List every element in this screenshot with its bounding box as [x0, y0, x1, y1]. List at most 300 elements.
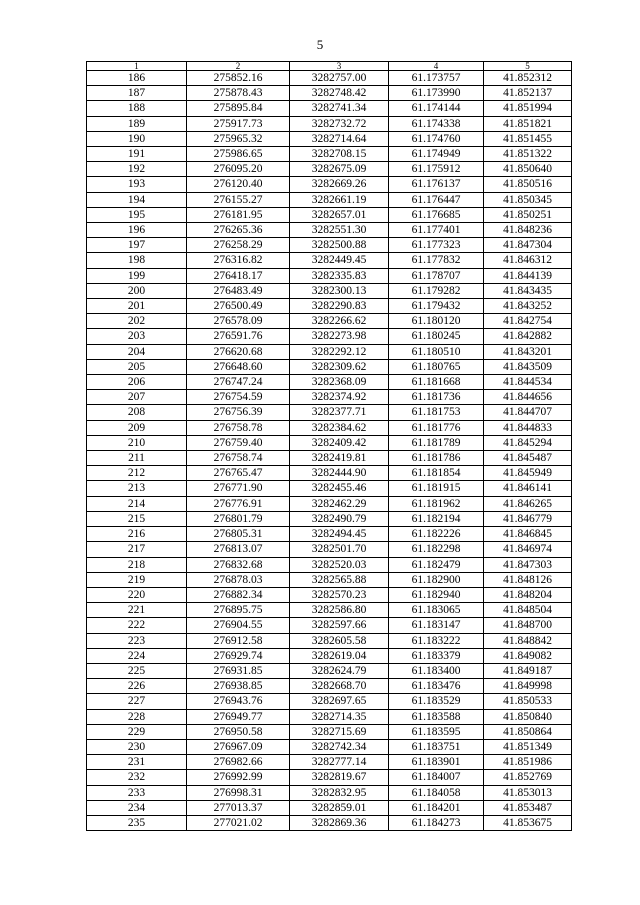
table-cell-col-2: 276095.20	[187, 162, 290, 177]
table-header-row	[87, 62, 572, 71]
table-cell-col-3: 3282619.04	[290, 648, 389, 663]
table-cell-col-2: 276758.74	[187, 451, 290, 466]
table-cell-col-2: 275895.84	[187, 101, 290, 116]
table-cell-col-4: 61.176447	[389, 192, 484, 207]
table-cell-col-1: 193	[87, 177, 187, 192]
table-cell-col-1: 200	[87, 283, 187, 298]
table-cell-col-1: 231	[87, 755, 187, 770]
table-cell-col-1: 211	[87, 451, 187, 466]
table-cell-col-5: 41.851349	[484, 739, 572, 754]
table-row	[87, 603, 572, 618]
table-cell-col-3: 3282374.92	[290, 390, 389, 405]
table-cell-col-3: 3282455.46	[290, 481, 389, 496]
table-cell-col-4: 61.182226	[389, 527, 484, 542]
table-row	[87, 648, 572, 663]
table-cell-col-4: 61.181789	[389, 435, 484, 450]
table-cell-col-3: 3282586.80	[290, 603, 389, 618]
table-cell-col-1: 219	[87, 572, 187, 587]
table-cell-col-1: 218	[87, 557, 187, 572]
table-cell-col-5: 41.844139	[484, 268, 572, 283]
table-cell-col-4: 61.181776	[389, 420, 484, 435]
table-cell-col-4: 61.176685	[389, 207, 484, 222]
table-cell-col-2: 275852.16	[187, 71, 290, 86]
table-cell-col-2: 276776.91	[187, 496, 290, 511]
table-cell-col-5: 41.853487	[484, 800, 572, 815]
table-cell-col-1: 220	[87, 587, 187, 602]
table-cell-col-1: 210	[87, 435, 187, 450]
table-cell-col-4: 61.177323	[389, 238, 484, 253]
table-cell-col-4: 61.173757	[389, 71, 484, 86]
table-row	[87, 557, 572, 572]
table-cell-col-5: 41.845294	[484, 435, 572, 450]
table-cell-col-5: 41.846779	[484, 511, 572, 526]
table-cell-col-3: 3282757.00	[290, 71, 389, 86]
table-row	[87, 314, 572, 329]
table-cell-col-4: 61.181854	[389, 466, 484, 481]
table-row	[87, 299, 572, 314]
table-cell-col-4: 61.183529	[389, 694, 484, 709]
table-cell-col-3: 3282290.83	[290, 299, 389, 314]
table-cell-col-4: 61.181736	[389, 390, 484, 405]
table-cell-col-3: 3282657.01	[290, 207, 389, 222]
table-cell-col-1: 216	[87, 527, 187, 542]
table-cell-col-5: 41.850840	[484, 709, 572, 724]
table-cell-col-5: 41.850533	[484, 694, 572, 709]
table-cell-col-4: 61.173990	[389, 86, 484, 101]
table-cell-col-2: 276620.68	[187, 344, 290, 359]
table-cell-col-2: 276648.60	[187, 359, 290, 374]
table-cell-col-2: 276931.85	[187, 663, 290, 678]
table-row	[87, 633, 572, 648]
table-cell-col-2: 276120.40	[187, 177, 290, 192]
table-row	[87, 496, 572, 511]
table-cell-col-5: 41.851455	[484, 131, 572, 146]
table-cell-col-4: 61.184201	[389, 800, 484, 815]
table-cell-col-5: 41.848204	[484, 587, 572, 602]
table-cell-col-2: 276895.75	[187, 603, 290, 618]
table-cell-col-5: 41.842754	[484, 314, 572, 329]
table-cell-col-5: 41.846974	[484, 542, 572, 557]
table-cell-col-3: 3282714.35	[290, 709, 389, 724]
table-row	[87, 785, 572, 800]
table-cell-col-1: 208	[87, 405, 187, 420]
table-cell-col-5: 41.843201	[484, 344, 572, 359]
table-cell-col-4: 61.183595	[389, 724, 484, 739]
table-cell-col-5: 41.850516	[484, 177, 572, 192]
table-cell-col-5: 41.852769	[484, 770, 572, 785]
table-row	[87, 755, 572, 770]
table-cell-col-2: 276500.49	[187, 299, 290, 314]
table-row	[87, 375, 572, 390]
table-cell-col-5: 41.851986	[484, 755, 572, 770]
table-cell-col-5: 41.847303	[484, 557, 572, 572]
column-header-1: 1	[87, 62, 187, 71]
table-cell-col-5: 41.848700	[484, 618, 572, 633]
table-cell-col-1: 204	[87, 344, 187, 359]
table-cell-col-5: 41.846845	[484, 527, 572, 542]
table-cell-col-1: 198	[87, 253, 187, 268]
table-cell-col-2: 276912.58	[187, 633, 290, 648]
table-cell-col-2: 276998.31	[187, 785, 290, 800]
table-cell-col-3: 3282715.69	[290, 724, 389, 739]
table-cell-col-4: 61.183379	[389, 648, 484, 663]
table-cell-col-4: 61.174144	[389, 101, 484, 116]
table-cell-col-1: 191	[87, 147, 187, 162]
table-cell-col-5: 41.850251	[484, 207, 572, 222]
table-cell-col-1: 190	[87, 131, 187, 146]
table-cell-col-1: 232	[87, 770, 187, 785]
table-cell-col-5: 41.844833	[484, 420, 572, 435]
table-cell-col-2: 276805.31	[187, 527, 290, 542]
table-cell-col-5: 41.846141	[484, 481, 572, 496]
table-cell-col-4: 61.184273	[389, 815, 484, 830]
table-row	[87, 527, 572, 542]
table-cell-col-5: 41.850640	[484, 162, 572, 177]
table-cell-col-2: 276938.85	[187, 679, 290, 694]
table-cell-col-1: 186	[87, 71, 187, 86]
table-cell-col-1: 203	[87, 329, 187, 344]
table-cell-col-5: 41.848236	[484, 223, 572, 238]
table-cell-col-3: 3282266.62	[290, 314, 389, 329]
table-cell-col-1: 235	[87, 815, 187, 830]
table-cell-col-5: 41.849998	[484, 679, 572, 694]
table-cell-col-4: 61.183065	[389, 603, 484, 618]
table-cell-col-5: 41.853675	[484, 815, 572, 830]
table-cell-col-5: 41.845949	[484, 466, 572, 481]
table-cell-col-2: 276759.40	[187, 435, 290, 450]
table-cell-col-2: 275917.73	[187, 116, 290, 131]
table-cell-col-1: 217	[87, 542, 187, 557]
table-cell-col-3: 3282368.09	[290, 375, 389, 390]
table-cell-col-5: 41.844707	[484, 405, 572, 420]
table-cell-col-1: 192	[87, 162, 187, 177]
table-cell-col-3: 3282748.42	[290, 86, 389, 101]
table-cell-col-3: 3282624.79	[290, 663, 389, 678]
table-row	[87, 86, 572, 101]
table-cell-col-2: 276832.68	[187, 557, 290, 572]
table-cell-col-3: 3282675.09	[290, 162, 389, 177]
table-cell-col-1: 195	[87, 207, 187, 222]
table-row	[87, 815, 572, 830]
table-row	[87, 405, 572, 420]
table-row	[87, 420, 572, 435]
table-row	[87, 207, 572, 222]
table-row	[87, 223, 572, 238]
table-row	[87, 466, 572, 481]
table-cell-col-4: 61.183588	[389, 709, 484, 724]
table-cell-col-5: 41.843435	[484, 283, 572, 298]
table-cell-col-5: 41.849082	[484, 648, 572, 663]
table-cell-col-4: 61.176137	[389, 177, 484, 192]
table-cell-col-1: 197	[87, 238, 187, 253]
table-cell-col-2: 276801.79	[187, 511, 290, 526]
table-cell-col-5: 41.850864	[484, 724, 572, 739]
table-row	[87, 147, 572, 162]
table-row	[87, 800, 572, 815]
table-row	[87, 238, 572, 253]
table-cell-col-3: 3282669.26	[290, 177, 389, 192]
table-cell-col-2: 277013.37	[187, 800, 290, 815]
table-row	[87, 481, 572, 496]
table-cell-col-4: 61.181786	[389, 451, 484, 466]
table-cell-col-3: 3282462.29	[290, 496, 389, 511]
table-cell-col-4: 61.184007	[389, 770, 484, 785]
table-cell-col-4: 61.183476	[389, 679, 484, 694]
table-cell-col-4: 61.183400	[389, 663, 484, 678]
table-row	[87, 253, 572, 268]
table-cell-col-1: 223	[87, 633, 187, 648]
table-cell-col-4: 61.182194	[389, 511, 484, 526]
table-cell-col-5: 41.853013	[484, 785, 572, 800]
table-cell-col-1: 228	[87, 709, 187, 724]
table-cell-col-1: 212	[87, 466, 187, 481]
table-cell-col-3: 3282377.71	[290, 405, 389, 420]
table-row	[87, 435, 572, 450]
table-row	[87, 511, 572, 526]
table-cell-col-5: 41.843509	[484, 359, 572, 374]
table-cell-col-4: 61.181962	[389, 496, 484, 511]
table-cell-col-1: 225	[87, 663, 187, 678]
table-cell-col-3: 3282714.64	[290, 131, 389, 146]
table-row	[87, 283, 572, 298]
table-cell-col-3: 3282292.12	[290, 344, 389, 359]
table-row	[87, 770, 572, 785]
table-cell-col-4: 61.183751	[389, 739, 484, 754]
table-cell-col-4: 61.183147	[389, 618, 484, 633]
table-row	[87, 451, 572, 466]
table-cell-col-2: 276758.78	[187, 420, 290, 435]
table-cell-col-4: 61.179282	[389, 283, 484, 298]
table-row	[87, 739, 572, 754]
table-cell-col-1: 189	[87, 116, 187, 131]
table-cell-col-1: 233	[87, 785, 187, 800]
table-cell-col-4: 61.183222	[389, 633, 484, 648]
table-cell-col-1: 205	[87, 359, 187, 374]
table-row	[87, 709, 572, 724]
table-cell-col-5: 41.842882	[484, 329, 572, 344]
table-cell-col-3: 3282859.01	[290, 800, 389, 815]
table-cell-col-2: 276967.09	[187, 739, 290, 754]
table-cell-col-3: 3282449.45	[290, 253, 389, 268]
table-cell-col-1: 206	[87, 375, 187, 390]
table-cell-col-1: 194	[87, 192, 187, 207]
table-cell-col-2: 276578.09	[187, 314, 290, 329]
table-cell-col-4: 61.179432	[389, 299, 484, 314]
table-cell-col-2: 277021.02	[187, 815, 290, 830]
table-cell-col-1: 188	[87, 101, 187, 116]
table-row	[87, 162, 572, 177]
table-cell-col-2: 275986.65	[187, 147, 290, 162]
table-row	[87, 694, 572, 709]
table-cell-col-3: 3282832.95	[290, 785, 389, 800]
table-cell-col-5: 41.846265	[484, 496, 572, 511]
table-cell-col-4: 61.183901	[389, 755, 484, 770]
table-body	[87, 71, 572, 831]
table-cell-col-2: 276982.66	[187, 755, 290, 770]
table-cell-col-5: 41.846312	[484, 253, 572, 268]
table-cell-col-1: 202	[87, 314, 187, 329]
table-row	[87, 572, 572, 587]
table-cell-col-1: 201	[87, 299, 187, 314]
table-cell-col-3: 3282551.30	[290, 223, 389, 238]
table-cell-col-2: 276929.74	[187, 648, 290, 663]
table-cell-col-3: 3282300.13	[290, 283, 389, 298]
table-cell-col-1: 221	[87, 603, 187, 618]
table-cell-col-3: 3282273.98	[290, 329, 389, 344]
table-cell-col-3: 3282708.15	[290, 147, 389, 162]
table-cell-col-3: 3282742.34	[290, 739, 389, 754]
table-row	[87, 329, 572, 344]
table-cell-col-3: 3282668.70	[290, 679, 389, 694]
table-row	[87, 71, 572, 86]
table-cell-col-4: 61.181668	[389, 375, 484, 390]
table-row	[87, 116, 572, 131]
table-cell-col-4: 61.174949	[389, 147, 484, 162]
table-cell-col-2: 276904.55	[187, 618, 290, 633]
table-cell-col-5: 41.845487	[484, 451, 572, 466]
table-cell-col-1: 227	[87, 694, 187, 709]
table-cell-col-3: 3282384.62	[290, 420, 389, 435]
table-cell-col-3: 3282409.42	[290, 435, 389, 450]
column-header-3: 3	[290, 62, 389, 71]
page-number: 5	[316, 37, 324, 52]
table-cell-col-2: 276878.03	[187, 572, 290, 587]
table-cell-col-5: 41.848504	[484, 603, 572, 618]
table-cell-col-2: 276747.24	[187, 375, 290, 390]
table-cell-col-5: 41.848126	[484, 572, 572, 587]
table-cell-col-4: 61.175912	[389, 162, 484, 177]
table-cell-col-2: 276483.49	[187, 283, 290, 298]
table-cell-col-1: 222	[87, 618, 187, 633]
table-cell-col-1: 213	[87, 481, 187, 496]
table-cell-col-4: 61.174760	[389, 131, 484, 146]
table-cell-col-3: 3282605.58	[290, 633, 389, 648]
table-cell-col-3: 3282309.62	[290, 359, 389, 374]
table-cell-col-4: 61.177401	[389, 223, 484, 238]
table-cell-col-5: 41.850345	[484, 192, 572, 207]
table-row	[87, 359, 572, 374]
column-header-4: 4	[389, 62, 484, 71]
table-cell-col-2: 276181.95	[187, 207, 290, 222]
table-cell-col-5: 41.851994	[484, 101, 572, 116]
table-cell-col-4: 61.182479	[389, 557, 484, 572]
table-row	[87, 192, 572, 207]
table-cell-col-3: 3282419.81	[290, 451, 389, 466]
table-cell-col-4: 61.174338	[389, 116, 484, 131]
table-cell-col-4: 61.182900	[389, 572, 484, 587]
table-cell-col-3: 3282661.19	[290, 192, 389, 207]
table-cell-col-3: 3282570.23	[290, 587, 389, 602]
table-cell-col-3: 3282777.14	[290, 755, 389, 770]
table-cell-col-4: 61.180245	[389, 329, 484, 344]
table-row	[87, 101, 572, 116]
table-row	[87, 344, 572, 359]
table-row	[87, 268, 572, 283]
table-cell-col-2: 276813.07	[187, 542, 290, 557]
table-cell-col-3: 3282490.79	[290, 511, 389, 526]
table-cell-col-2: 275965.32	[187, 131, 290, 146]
table-cell-col-3: 3282732.72	[290, 116, 389, 131]
table-cell-col-4: 61.181915	[389, 481, 484, 496]
table-cell-col-2: 276258.29	[187, 238, 290, 253]
table-row	[87, 724, 572, 739]
table-cell-col-2: 276882.34	[187, 587, 290, 602]
table-cell-col-2: 276950.58	[187, 724, 290, 739]
table-cell-col-5: 41.848842	[484, 633, 572, 648]
table-row	[87, 618, 572, 633]
table-cell-col-5: 41.847304	[484, 238, 572, 253]
table-cell-col-1: 234	[87, 800, 187, 815]
table-cell-col-1: 224	[87, 648, 187, 663]
table-cell-col-1: 209	[87, 420, 187, 435]
table-cell-col-4: 61.178707	[389, 268, 484, 283]
table-row	[87, 131, 572, 146]
table-cell-col-5: 41.849187	[484, 663, 572, 678]
table-cell-col-1: 199	[87, 268, 187, 283]
table-cell-col-2: 276949.77	[187, 709, 290, 724]
table-cell-col-5: 41.852312	[484, 71, 572, 86]
table-row	[87, 679, 572, 694]
column-header-2: 2	[187, 62, 290, 71]
table-cell-col-2: 276155.27	[187, 192, 290, 207]
table-cell-col-2: 276771.90	[187, 481, 290, 496]
table-cell-col-5: 41.843252	[484, 299, 572, 314]
table-cell-col-2: 276765.47	[187, 466, 290, 481]
table-row	[87, 587, 572, 602]
table-cell-col-3: 3282597.66	[290, 618, 389, 633]
table-cell-col-2: 276418.17	[187, 268, 290, 283]
table-cell-col-3: 3282697.65	[290, 694, 389, 709]
table-cell-col-4: 61.181753	[389, 405, 484, 420]
table-cell-col-4: 61.182940	[389, 587, 484, 602]
table-cell-col-3: 3282520.03	[290, 557, 389, 572]
table-cell-col-1: 229	[87, 724, 187, 739]
table-cell-col-1: 230	[87, 739, 187, 754]
column-header-5: 5	[484, 62, 572, 71]
table-cell-col-5: 41.852137	[484, 86, 572, 101]
table-cell-col-4: 61.180510	[389, 344, 484, 359]
table-row	[87, 390, 572, 405]
table-cell-col-1: 196	[87, 223, 187, 238]
table-row	[87, 542, 572, 557]
table-cell-col-2: 276754.59	[187, 390, 290, 405]
table-cell-col-2: 276992.99	[187, 770, 290, 785]
table-cell-col-1: 187	[87, 86, 187, 101]
table-cell-col-4: 61.184058	[389, 785, 484, 800]
table-cell-col-4: 61.182298	[389, 542, 484, 557]
table-cell-col-1: 214	[87, 496, 187, 511]
table-cell-col-5: 41.844656	[484, 390, 572, 405]
table-cell-col-5: 41.844534	[484, 375, 572, 390]
table-cell-col-2: 276591.76	[187, 329, 290, 344]
table-cell-col-5: 41.851821	[484, 116, 572, 131]
table-cell-col-5: 41.851322	[484, 147, 572, 162]
table-cell-col-4: 61.180120	[389, 314, 484, 329]
table-cell-col-1: 215	[87, 511, 187, 526]
table-cell-col-2: 276316.82	[187, 253, 290, 268]
table-cell-col-3: 3282494.45	[290, 527, 389, 542]
table-cell-col-2: 275878.43	[187, 86, 290, 101]
table-cell-col-2: 276756.39	[187, 405, 290, 420]
table-cell-col-3: 3282741.34	[290, 101, 389, 116]
table-row	[87, 663, 572, 678]
table-cell-col-1: 207	[87, 390, 187, 405]
table-cell-col-3: 3282565.88	[290, 572, 389, 587]
table-cell-col-1: 226	[87, 679, 187, 694]
table-cell-col-3: 3282501.70	[290, 542, 389, 557]
table-cell-col-3: 3282444.90	[290, 466, 389, 481]
table-row	[87, 177, 572, 192]
